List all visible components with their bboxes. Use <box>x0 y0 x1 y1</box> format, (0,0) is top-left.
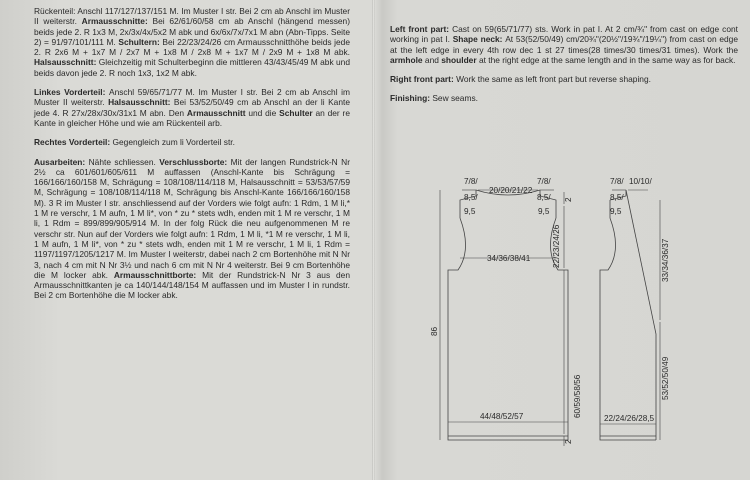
back-hem-drop-label: 2 <box>564 439 573 444</box>
text-run: and <box>424 54 442 65</box>
text-run: Halsausschnitt: <box>108 97 174 108</box>
text-run: Bei 22/23/24/26 cm Armausschnitthöhe beids jede 2. R 2x6 M + 1x7 M / 2x7 M + 1x8 M / 2x8 M + 1x7 M / 2x9 M + 1x8 M abk. <box>34 36 350 58</box>
text-run: Rechtes Vorderteil: <box>34 137 113 148</box>
text-run: Cast on 59(65/71/77) sts. Work in pat I. At 2 cm/¾" from cast on edge cont working in pat I. <box>390 24 738 45</box>
text-run: Armausschnitte: <box>81 16 153 27</box>
text-run: Bei 62/61/60/58 cm ab Anschl (hängend messen) beids jede 2. R 1x3 M, 2x/3x/4x/5x2 M abk und 6x/6x/7x/7x1 M abn (Abn-Tipps. Seite 2) = 91/97/101/111 M. <box>34 16 350 47</box>
back-shoulder-bottom-label: 8,5/ <box>464 193 478 202</box>
back-bust-width-label: 34/36/38/41 <box>487 254 531 263</box>
text-run: Anschl 117/127/137/151 M. Im Muster I str. Bei 2 cm ab Anschl im Muster II weiterstr. <box>34 6 350 27</box>
text-run: Rückenteil: <box>34 6 78 16</box>
text-run: Gegengleich zum li Vorderteil str. <box>112 137 235 148</box>
text-run: shoulder <box>441 54 479 65</box>
back-dimension-lines <box>440 190 568 446</box>
back-armhole-height-label: 22/23/24/26 <box>552 224 561 268</box>
text-run: Armausschnitt <box>186 107 249 118</box>
back-shoulder-value-label: 9,5 <box>464 207 476 216</box>
text-run: Nähte schliessen. <box>88 156 160 167</box>
back-piece-outline <box>448 190 568 440</box>
text-run: Schulter <box>279 107 316 118</box>
text-run: Shape neck: <box>452 34 506 45</box>
front-dimension-lines <box>600 190 660 440</box>
back-total-length-label: 86 <box>430 326 439 336</box>
text-run: Left front part: <box>390 24 453 34</box>
front-hem-width-label: 22/24/26/28,5 <box>604 414 655 423</box>
back-shoulder2-bottom-label: 8,5/ <box>537 193 551 202</box>
back-body-length-label: 60/59/58/56 <box>573 374 582 418</box>
front-shoulder-bottom-label: 8,5/ <box>610 193 624 202</box>
back-neck-width-label: 20/20/21/22 <box>489 186 533 195</box>
text-run: Halsausschnitt: <box>34 57 99 68</box>
text-run: und die <box>248 107 280 118</box>
back-shoulder-top-label: 7/8/ <box>464 177 478 186</box>
front-piece-outline <box>600 190 656 440</box>
text-run: Sew seams. <box>432 93 478 104</box>
front-neck-width-label: 10/10/ <box>629 177 652 186</box>
front-neck-start-label: 53/52/50/49 <box>661 356 670 400</box>
text-run: Bei 53/52/50/49 cm ab Anschl an der li Kante jede 4. R 27x/28x/30x/31x1 M abn. Den <box>34 97 350 118</box>
text-run: Mit der langen Rundstrick-N Nr 2½ ca 601/601/605/611 M auffassen (Anschl-Kante bis Schrägung = 166/166/160/158 M, Schrägung = 108/108/114/118 M, Halsausschnitt = 53/53/57/59 M, Schrägung = 108/108/114/118 M, Schrägung bis Anschl-Kante 166/166/160/158 M). 3 R im Muster I str. anschliessend auf der Vorders wie folgt aufn: 1 Rdm, 1 M li,* 1 M re verschr, 1 M aufn, 1 M li*, von * zu * stets wdh, enden mit 1 M re verschr, 1 M li, 1 Rdm = 899/899/905/914 M. In der folg Rück die neu aufgenommenen M re verschr str. Nun auf der Vorders wie folgt aufn: 1 Rdm, 1 M li, *1 M re verschr, 1 M li, 1 M aufn, 1 M li*, von * zu * stets wdh, enden mit 1 M re verschr, 1 M li, 1 Rdm = 1197/1197/1205/1217 M. Im Muster I weiterstr, dabei nach 2 cm Bortenhöhe mit N Nr 3, nach 4 cm mit N Nr 3½ und nach 6 cm mit N Nr 4 weiterstr. Bei 9 cm Bortenhöhe die M locker abk. <box>34 156 350 280</box>
text-run: Work the same as left front part but reverse shaping. <box>456 74 651 85</box>
back-hem-width-label: 44/48/52/57 <box>480 412 524 421</box>
text-run: Verschlussborte: <box>159 156 231 167</box>
text-run: an der re Kante in gleicher Höhe und wie am Rückenteil arb. <box>34 107 350 128</box>
text-run: Right front part: <box>390 74 457 85</box>
text-run: Gleichzeitig mit Schulterbeginn die mittleren 43/43/45/49 M abk und beids davon jede 2. R noch 1x3, 1x2 M abk. <box>34 57 350 78</box>
text-run: Mit der Rundstrick-N Nr 3 aus den Armausschnittkanten je ca 140/144/148/154 M auffassen und im Muster I in rundstr. Bei 2 cm Bortenhöhe die M locker abk. <box>34 269 350 301</box>
text-run: at the right edge at the same length and in the same way as for back. <box>478 54 736 65</box>
text-run: Finishing: <box>390 93 433 104</box>
front-armhole-height-label: 33/34/36/37 <box>661 238 670 282</box>
text-run: Armausschnittborte: <box>113 269 203 280</box>
text-run: Anschl 59/65/71/77 M. Im Muster I str. Bei 2 cm ab Anschl im Muster II weiterstr. <box>34 87 350 108</box>
text-run: At 53(52/50/49) cm/20¾"(20½"/19¾"/19¼") from cast on edge at the left edge in every 4th row dec 1 st 27 times(28 times/30 times/31 times). Work the <box>390 34 738 55</box>
back-shoulder2-top-label: 7/8/ <box>537 177 551 186</box>
back-shoulder2-value-label: 9,5 <box>538 207 550 216</box>
front-shoulder-value-label: 9,5 <box>610 207 622 216</box>
text-run: Linkes Vorderteil: <box>34 87 109 98</box>
text-run: Ausarbeiten: <box>34 156 89 167</box>
front-shoulder-top-label: 7/8/ <box>610 177 624 186</box>
back-neck-drop-label: 2 <box>564 197 573 202</box>
text-run: Schultern: <box>118 36 163 47</box>
text-run: armhole <box>390 54 425 65</box>
